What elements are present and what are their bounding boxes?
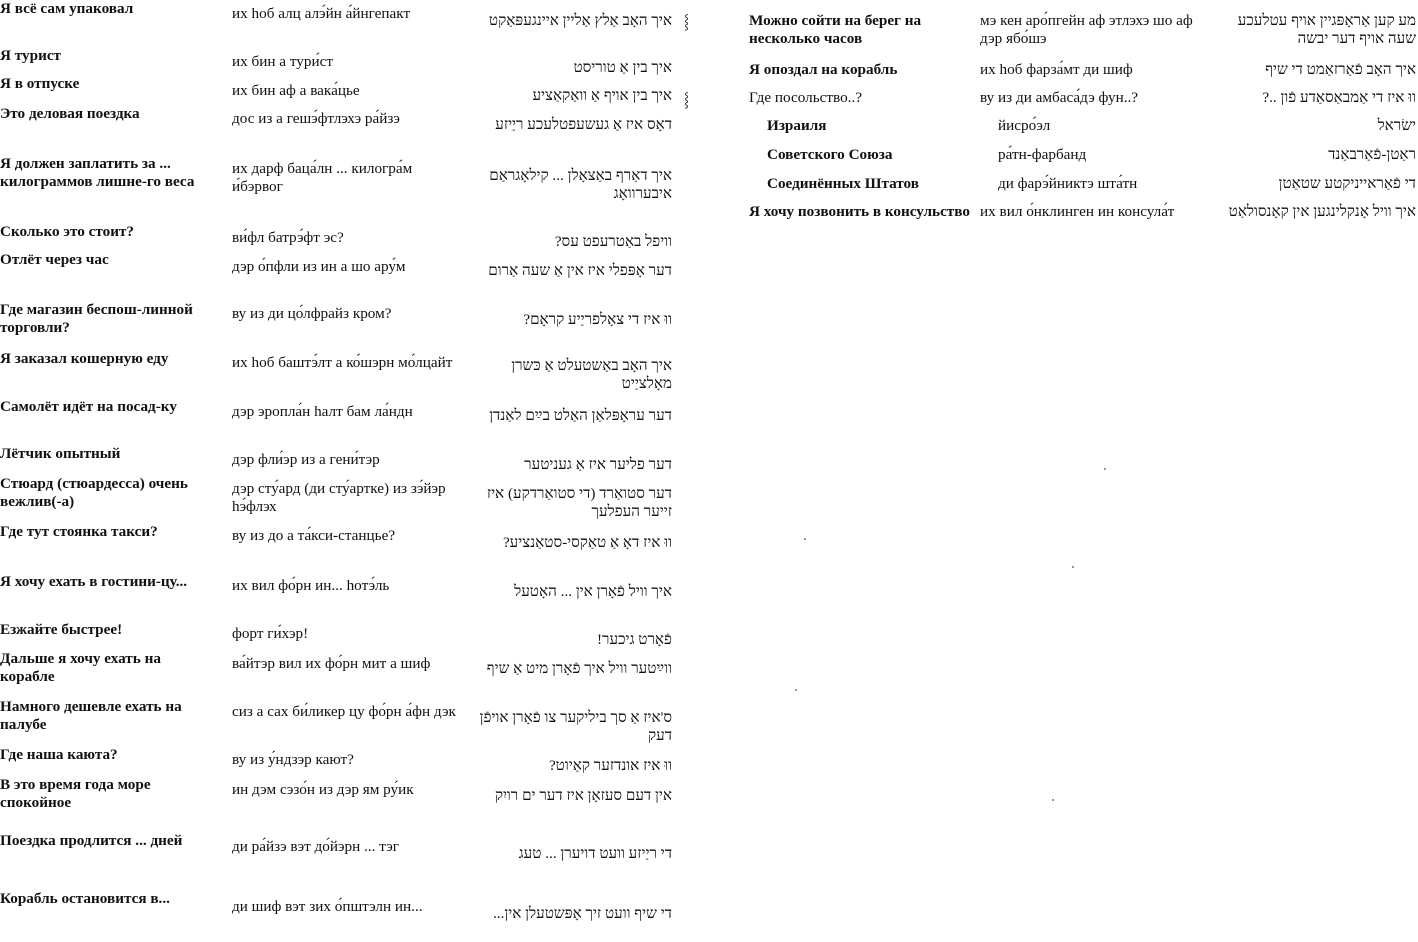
transliteration: ву из ди амбаса́дэ фун..? (980, 89, 1139, 106)
transliteration: сиз а сах би́ликер цу фо́рн а́фн дэк (232, 703, 456, 720)
russian-phrase: Поездка продлится ... дней (0, 832, 183, 849)
yiddish-phrase: איך האָב באַשטעלט אַ כּשרן מאָלציַיט (511, 357, 672, 392)
russian-phrase: Где тут стоянка такси? (0, 523, 158, 540)
transliteration: ди фарэ́йниктэ шта́тн (998, 175, 1138, 192)
yiddish-phrase: ווּ איז דאָ אַ טאַקסי-סטאַנציע? (502, 534, 672, 551)
transliteration: их hоб баштэ́лт а ко́шэрн мо́лцайт (232, 354, 453, 371)
yiddish-phrase: איך האָב פֿאַרזאַמט די שיף (1265, 61, 1416, 78)
transliteration: ви́фл батрэ́фт эс? (232, 229, 344, 246)
yiddish-phrase: אין דעם סעזאָן איז דער ים רויִק (494, 787, 672, 804)
russian-phrase: Езжайте быстрее! (0, 621, 123, 638)
yiddish-phrase: ווײַטער וויל איך פֿאָרן מיט אַ שיף (486, 660, 672, 677)
binding-mark: ⸾ (684, 93, 690, 108)
yiddish-phrase: ראַטן-פֿאַרבאַנד (1328, 146, 1416, 163)
russian-phrase: Советского Союза (767, 146, 893, 163)
russian-phrase: Намного дешевле ехать на палубе (0, 698, 182, 733)
yiddish-phrase: ס'איז אַ סך ביליקער צו פֿאָרן אויפֿן דעק (479, 709, 672, 744)
russian-phrase: Я опоздал на корабль (749, 61, 898, 78)
russian-phrase: Корабль остановится в... (0, 890, 170, 907)
scan-speck (1072, 566, 1074, 568)
russian-phrase: Лётчик опытный (0, 445, 121, 462)
russian-phrase: Сколько это стоит? (0, 223, 135, 240)
transliteration: йисро́эл (998, 117, 1051, 134)
russian-phrase: Самолёт идёт на посад-ку (0, 398, 177, 415)
yiddish-phrase: ווּ איז די אַמבאַסאַדע פֿון ..? (1262, 89, 1416, 106)
yiddish-phrase: וויפל באַטרעפט עס? (554, 233, 672, 250)
russian-phrase: Я турист (0, 47, 62, 64)
transliteration: ра́тн-фарбанд (998, 146, 1087, 163)
transliteration: их hоб фарза́мт ди шиф (980, 61, 1133, 78)
transliteration: их бин аф а вака́цье (232, 82, 360, 99)
russian-phrase: Я заказал кошерную еду (0, 350, 169, 367)
russian-phrase: Я в отпуске (0, 75, 80, 92)
yiddish-phrase: איך דאַרף באַצאָלן ... קילאָגראַם איבערוואָג (489, 167, 672, 202)
scan-speck (1104, 468, 1106, 470)
yiddish-phrase: ווּ איז אונדזער קאַיוט? (548, 757, 672, 774)
yiddish-phrase: ישׂראל (1377, 117, 1416, 134)
yiddish-phrase: איך האָב אַלץ אַליין איינגעפּאַקט (488, 12, 672, 29)
transliteration: ди ра́йзэ вэт до́йэрн ... тэг (232, 838, 399, 855)
russian-phrase: Где посольство..? (749, 89, 863, 106)
russian-phrase: Где наша каюта? (0, 746, 118, 763)
yiddish-phrase: איך וויל אָנקלינגען אין קאָנסולאַט (1228, 203, 1416, 220)
transliteration: ва́йтэр вил их фо́рн мит а шиф (232, 655, 431, 672)
russian-phrase: Я должен заплатить за ... килограммов лишне-го веса (0, 155, 195, 190)
yiddish-phrase: דער אָפּפלי איז אין אַ שעה אַרום (488, 262, 672, 279)
russian-phrase: Я хочу ехать в гостини-цу... (0, 573, 188, 590)
transliteration: дэр сту́ард (ди сту́артке) из зэ́йэр hэ́флэх (232, 480, 446, 515)
russian-phrase: Это деловая поездка (0, 105, 140, 122)
yiddish-phrase: פֿאָרט גיכער! (596, 631, 672, 648)
transliteration: ву из у́ндзэр кают? (232, 751, 354, 768)
scan-speck (804, 538, 806, 540)
transliteration: ву из до а та́кси-станцье? (232, 527, 396, 544)
yiddish-phrase: ווּ איז די צאָלפריַיע קראָם? (523, 311, 672, 328)
russian-phrase: Где магазин беспош-линной торговли? (0, 301, 193, 336)
yiddish-phrase: די שיף וועט זיך אָפּשטעלן אין... (492, 905, 672, 922)
transliteration: ву из ди цо́лфрайз кром? (232, 305, 392, 322)
russian-phrase: Можно сойти на берег на несколько часов (749, 12, 922, 47)
transliteration: дэр фли́эр из а гени́тэр (232, 451, 380, 468)
yiddish-phrase: די ריַיזע וועט דויערן ... טעג (518, 845, 672, 862)
yiddish-phrase: די פֿאַראייניקטע שטאַטן (1278, 175, 1416, 192)
russian-phrase: Стюард (стюардесса) очень вежлив(-а) (0, 475, 188, 510)
transliteration: их hоб алц алэ́йн а́йнгепакт (232, 5, 411, 22)
transliteration: их бин а тури́ст (232, 53, 333, 70)
russian-phrase: Соединённых Штатов (767, 175, 919, 192)
transliteration: ин дэм сэзо́н из дэр ям ру́ик (232, 781, 414, 798)
russian-phrase: В это время года море спокойное (0, 776, 151, 811)
transliteration: дос из а гешэ́фтлэхэ ра́йзэ (232, 110, 400, 127)
yiddish-phrase: דער עראָפּלאַן האַלט בײַם לאַנדן (489, 407, 672, 424)
transliteration: мэ кен аро́пгейн аф этлэхэ шо аф дэр ябо́шэ (980, 12, 1193, 47)
transliteration: дэр о́пфли из ин а шо ару́м (232, 258, 406, 275)
transliteration: их вил о́нклинген ин консула́т (980, 203, 1175, 220)
yiddish-phrase: איך בין אויף אַ וואַקאַציע (532, 87, 672, 104)
yiddish-phrase: דאָס איז אַ געשעפטלעכע ריַיזע (495, 116, 672, 133)
russian-phrase: Дальше я хочу ехать на корабле (0, 650, 161, 685)
transliteration: их вил фо́рн ин... hотэ́ль (232, 577, 390, 594)
scan-speck (795, 689, 797, 691)
yiddish-phrase: דער פליער איז אַ געניטער (524, 456, 672, 473)
yiddish-phrase: איך וויל פֿאָרן אין ... האָטעל (514, 583, 672, 600)
russian-phrase: Я хочу позвонить в консульство (749, 203, 970, 220)
transliteration: их дарф баца́лн ... килогра́м и́бэрвог (232, 160, 413, 195)
transliteration: ди шиф вэт зих о́пштэлн ин... (232, 898, 423, 915)
yiddish-phrase: איך בין אַ טוריסט (573, 59, 672, 76)
transliteration: форт ги́хэр! (232, 625, 309, 642)
transliteration: дэр эропла́н hалт бам ла́ндн (232, 403, 413, 420)
russian-phrase: Отлёт через час (0, 251, 109, 268)
yiddish-phrase: דער סטואַרד (די סטואַרדקע) איז זייער העפלעך (486, 485, 672, 520)
russian-phrase: Я всё сам упаковал (0, 0, 134, 17)
scan-speck (1052, 799, 1054, 801)
russian-phrase: Израиля (767, 117, 827, 134)
yiddish-phrase: מע קען אַראָפּגיין אויף עטלעכע שעה אויף דער יבשה (1237, 12, 1416, 47)
binding-mark: ⸾ (684, 15, 690, 30)
